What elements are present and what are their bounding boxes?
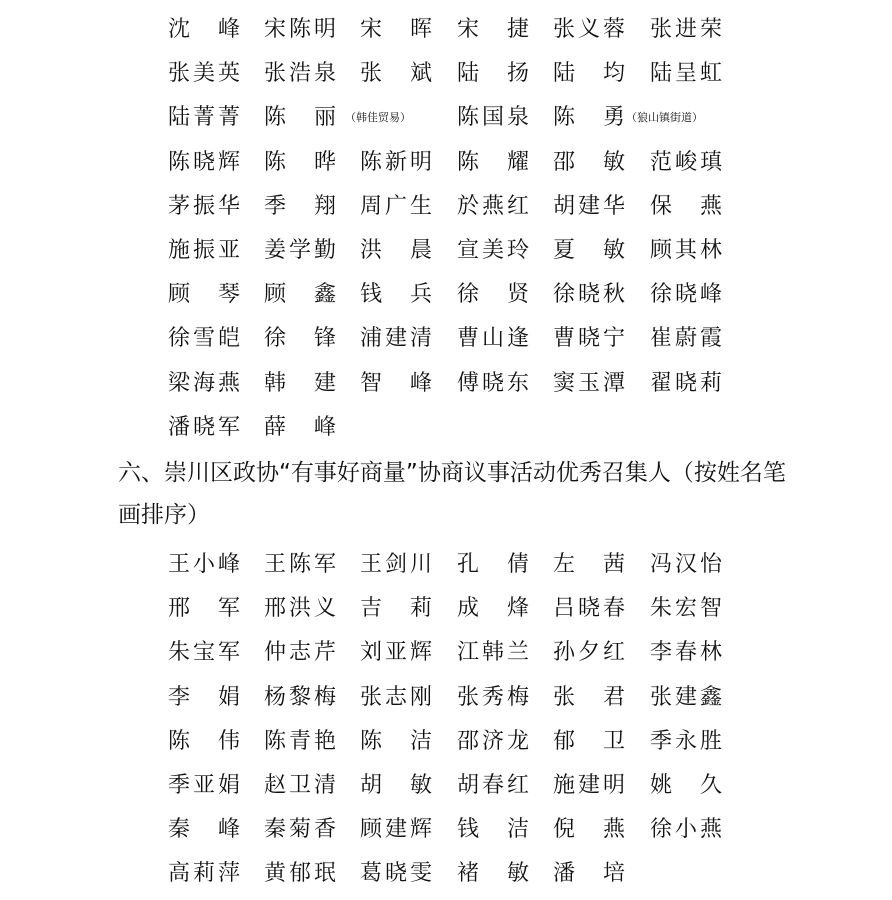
name-row: [168, 852, 868, 896]
person-name: 陈 耀: [457, 149, 529, 175]
person-name: 黄 郁 珉: [264, 861, 336, 887]
person-name: 陆 扬: [457, 61, 529, 87]
person-name: 季 永 胜: [650, 728, 722, 754]
person-name: 张 志 刚: [360, 684, 432, 710]
person-name: 顾 建 辉: [360, 817, 432, 843]
person-name: 浦 建 清: [360, 326, 432, 352]
person-name: 李 春 林: [650, 640, 722, 666]
name-row: [168, 52, 868, 96]
person-name: 郁 卫: [553, 728, 625, 754]
person-name: 沈 峰: [168, 17, 240, 42]
person-name: 陆 菁 菁: [168, 105, 240, 131]
person-name: 冯 汉 怡: [650, 552, 722, 577]
person-name: 钱 洁: [457, 817, 529, 843]
person-name: 王 剑 川: [360, 552, 432, 577]
person-name: 徐 贤: [457, 282, 529, 308]
person-name: 高 莉 萍: [168, 861, 240, 887]
person-name: 徐 锋: [264, 326, 336, 352]
person-name: 张 浩 泉: [264, 61, 336, 87]
person-name: 赵 卫 清: [264, 772, 336, 798]
person-name: 徐 晓 峰: [650, 282, 722, 308]
person-name: 陈 伟: [168, 728, 240, 754]
person-name: 倪 燕: [553, 817, 625, 843]
person-name: 左 茜: [553, 552, 625, 577]
person-name: 王 陈 军: [264, 552, 336, 577]
person-name: 周 广 生: [360, 193, 432, 219]
person-name: 潘 培: [553, 861, 625, 887]
person-name: 窦 玉 潭: [553, 370, 625, 396]
name-row: [168, 8, 868, 52]
person-name: 徐 小 燕: [650, 817, 722, 843]
name-row: [168, 185, 868, 229]
person-name: 张 建 鑫: [650, 684, 722, 710]
name-list-top: [168, 8, 868, 450]
person-name: 潘 晓 军: [168, 414, 240, 440]
person-name: 葛 晓 雯: [360, 861, 432, 887]
affiliation-note: （狼山镇街道）: [626, 111, 703, 125]
person-name: 季 亚 娟: [168, 772, 240, 798]
person-name: 王 小 峰: [168, 552, 240, 577]
person-name: 孙 夕 红: [553, 640, 625, 666]
person-name: 保 燕: [650, 193, 722, 219]
person-name: 姜 学 勤: [264, 237, 336, 263]
person-name: 仲 志 芹: [264, 640, 336, 666]
person-name: 邢 军: [168, 596, 240, 622]
person-name: 茅 振 华: [168, 193, 240, 219]
person-name: 胡 春 红: [457, 772, 529, 798]
name-row: [168, 317, 868, 361]
person-name: 夏 敏: [553, 237, 625, 263]
person-name: 季 翔: [264, 193, 336, 219]
person-name: 洪 晨: [360, 237, 432, 263]
person-name: 陈 勇: [553, 105, 625, 131]
person-name: 曹 山 逢: [457, 326, 529, 352]
person-name: 张 斌: [360, 61, 432, 87]
person-name: 李 娟: [168, 684, 240, 710]
person-name: 陈 丽: [264, 105, 336, 131]
person-name: 陈 晔: [264, 149, 336, 175]
person-name: 於 燕 红: [457, 193, 529, 219]
name-row: [168, 141, 868, 185]
name-row: [168, 543, 868, 587]
person-name: 刘 亚 辉: [360, 640, 432, 666]
person-name: 顾 鑫: [264, 282, 336, 308]
person-name: 邵 济 龙: [457, 728, 529, 754]
name-row: [168, 96, 868, 140]
person-name: 秦 菊 香: [264, 817, 336, 843]
section-6-heading: 六、崇川区政协“有事好商量”协商议事活动优秀召集人（按姓名笔画排序）: [118, 460, 786, 528]
person-name: 宋 晖: [360, 17, 432, 42]
person-name: 徐 晓 秋: [553, 282, 625, 308]
person-name: 施 建 明: [553, 772, 625, 798]
person-name: 宋 陈 明: [264, 17, 336, 42]
name-row: [168, 676, 868, 720]
person-name: 孔 倩: [457, 552, 529, 577]
person-name: 曹 晓 宁: [553, 326, 625, 352]
person-name: 陈 新 明: [360, 149, 432, 175]
person-name: 陈 晓 辉: [168, 149, 240, 175]
person-name: 梁 海 燕: [168, 370, 240, 396]
person-name: 朱 宏 智: [650, 596, 722, 622]
name-row: [168, 229, 868, 273]
person-name: 翟 晓 莉: [650, 370, 722, 396]
person-name: 褚 敏: [457, 861, 529, 887]
person-name: 韩 建: [264, 370, 336, 396]
person-name: 胡 敏: [360, 772, 432, 798]
person-name: 张 秀 梅: [457, 684, 529, 710]
person-name: 朱 宝 军: [168, 640, 240, 666]
person-name: 姚 久: [650, 772, 722, 798]
name-row: [168, 273, 868, 317]
person-name: 吕 晓 春: [553, 596, 625, 622]
person-name: 陈 洁: [360, 728, 432, 754]
person-name: 邵 敏: [553, 149, 625, 175]
person-name: 钱 兵: [360, 282, 432, 308]
person-name: 陆 呈 虹: [650, 61, 722, 87]
name-row: [168, 764, 868, 808]
person-name: 杨 黎 梅: [264, 684, 336, 710]
person-name: 张 美 英: [168, 61, 240, 87]
person-name: 邢 洪 义: [264, 596, 336, 622]
person-name: 智 峰: [360, 370, 432, 396]
name-row: [168, 406, 868, 450]
person-name: 胡 建 华: [553, 193, 625, 219]
person-name: 崔 蔚 霞: [650, 326, 722, 352]
person-name: 秦 峰: [168, 817, 240, 843]
name-row: [168, 362, 868, 406]
name-row: [168, 631, 868, 675]
person-name: 吉 莉: [360, 596, 432, 622]
person-name: 陆 均: [553, 61, 625, 87]
person-name: 陈 国 泉: [457, 105, 529, 131]
name-list-section-6: [168, 543, 868, 897]
person-name: 顾 其 林: [650, 237, 722, 263]
affiliation-note: （韩佳贸易）: [345, 111, 411, 125]
person-name: 范 峻 瑱: [650, 149, 722, 175]
person-name: 顾 琴: [168, 282, 240, 308]
name-row: [168, 587, 868, 631]
person-name: 宋 捷: [457, 17, 529, 42]
person-name: 薛 峰: [264, 414, 336, 440]
person-name: 宣 美 玲: [457, 237, 529, 263]
person-name: 施 振 亚: [168, 237, 240, 263]
name-row: [168, 720, 868, 764]
person-name: 张 君: [553, 684, 625, 710]
person-name: 徐 雪 皑: [168, 326, 240, 352]
person-name: 陈 青 艳: [264, 728, 336, 754]
person-name: 江 韩 兰: [457, 640, 529, 666]
person-name: 傅 晓 东: [457, 370, 529, 396]
name-row: [168, 808, 868, 852]
person-name: 张 进 荣: [650, 17, 722, 42]
person-name: 张 义 蓉: [553, 17, 625, 42]
person-name: 成 烽: [457, 596, 529, 622]
